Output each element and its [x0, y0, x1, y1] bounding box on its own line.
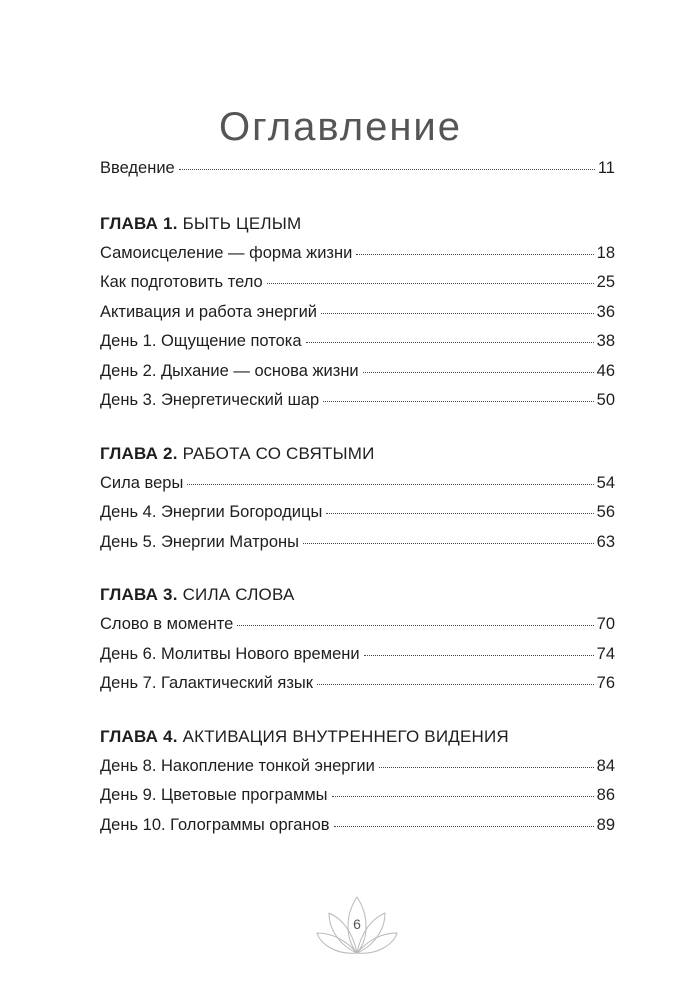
chapter-number: ГЛАВА 2. — [100, 443, 178, 463]
toc-entry[interactable] — [100, 268, 615, 298]
dot-leader — [364, 655, 594, 656]
toc-entry-intro[interactable] — [100, 154, 615, 184]
toc-entry-page: 86 — [596, 786, 615, 804]
toc-entry[interactable] — [100, 752, 615, 782]
page-title: Оглавление — [218, 105, 462, 149]
toc-entry-page: 11 — [597, 159, 615, 177]
chapter-number: ГЛАВА 3. — [100, 585, 178, 604]
toc-entry-page: 89 — [596, 815, 615, 834]
toc-entry-text: День 3. Энергетический шар — [100, 391, 320, 409]
toc-entry-page: 46 — [596, 361, 615, 380]
toc-entry-page: 36 — [596, 302, 615, 321]
chapter-number: ГЛАВА 1. — [100, 213, 178, 233]
toc-entry-page: 84 — [596, 756, 615, 775]
toc-entry-text: Как подготовить тело — [100, 273, 263, 291]
dot-leader — [317, 684, 594, 685]
toc-entry-text: День 2. Дыхание — основа жизни — [100, 361, 359, 380]
chapter-name: АКТИВАЦИЯ ВНУТРЕННЕГО ВИДЕНИЯ — [182, 726, 509, 746]
dot-leader — [187, 484, 593, 485]
toc-entry-text: Самоисцеление — форма жизни — [100, 243, 353, 262]
toc-entry-page: 54 — [596, 473, 615, 492]
toc-entry-page: 63 — [596, 532, 615, 551]
toc-entry[interactable] — [100, 669, 615, 699]
toc-entry[interactable] — [100, 498, 615, 528]
dot-leader — [334, 826, 594, 827]
dot-leader — [267, 283, 594, 284]
dot-leader — [326, 513, 593, 514]
chapter-name: СИЛА СЛОВА — [182, 585, 295, 604]
toc-entry[interactable] — [100, 469, 615, 499]
toc-entry[interactable] — [100, 640, 615, 670]
toc-entry-page: 70 — [596, 615, 615, 633]
toc-entry-text: День 6. Молитвы Нового времени — [100, 644, 360, 663]
toc-entry-page: 18 — [596, 243, 615, 262]
chapter-heading-1[interactable] — [100, 209, 615, 239]
table-of-contents — [100, 154, 615, 840]
toc-entry-page: 76 — [596, 674, 615, 692]
dot-leader — [303, 543, 594, 544]
toc-entry-text: Введение — [100, 159, 175, 177]
chapter-name: БЫТЬ ЦЕЛЫМ — [182, 213, 302, 233]
dot-leader — [379, 767, 594, 768]
chapter-heading-2[interactable] — [100, 439, 615, 469]
page-number: 6 — [353, 916, 361, 932]
toc-entry-text: День 8. Накопление тонкой энергии — [100, 756, 375, 775]
toc-entry-text: Активация и работа энергий — [100, 302, 318, 321]
toc-entry-text: День 5. Энергии Матроны — [100, 532, 299, 551]
dot-leader — [332, 796, 594, 797]
toc-entry[interactable] — [100, 610, 615, 640]
toc-entry[interactable] — [100, 239, 615, 269]
dot-leader — [323, 401, 593, 402]
toc-entry-page: 38 — [596, 332, 615, 350]
toc-entry[interactable] — [100, 327, 615, 357]
toc-entry[interactable] — [100, 811, 615, 841]
chapter-number: ГЛАВА 4. — [100, 726, 178, 746]
chapter-heading-3[interactable] — [100, 580, 615, 610]
dot-leader — [306, 342, 594, 343]
toc-entry-page: 50 — [596, 391, 615, 409]
toc-entry[interactable] — [100, 781, 615, 811]
toc-entry-text: День 7. Галактический язык — [100, 674, 313, 692]
dot-leader — [179, 169, 595, 170]
dot-leader — [356, 254, 593, 255]
chapter-name: РАБОТА СО СВЯТЫМИ — [182, 443, 375, 463]
toc-entry[interactable] — [100, 298, 615, 328]
dot-leader — [237, 625, 593, 626]
toc-entry-text: День 10. Голограммы органов — [100, 815, 330, 834]
toc-entry-page: 25 — [596, 273, 615, 291]
chapter-heading-4[interactable] — [100, 722, 615, 752]
toc-entry-page: 56 — [596, 503, 615, 521]
toc-entry[interactable] — [100, 528, 615, 558]
toc-entry-text: Сила веры — [100, 473, 184, 492]
toc-entry-text: День 4. Энергии Богородицы — [100, 503, 323, 521]
toc-entry-text: День 9. Цветовые программы — [100, 786, 328, 804]
dot-leader — [321, 313, 594, 314]
dot-leader — [363, 372, 594, 373]
toc-entry[interactable] — [100, 357, 615, 387]
toc-entry-page: 74 — [596, 644, 615, 663]
toc-entry-text: Слово в моменте — [100, 615, 234, 633]
toc-entry[interactable] — [100, 386, 615, 416]
toc-entry-text: День 1. Ощущение потока — [100, 332, 302, 350]
